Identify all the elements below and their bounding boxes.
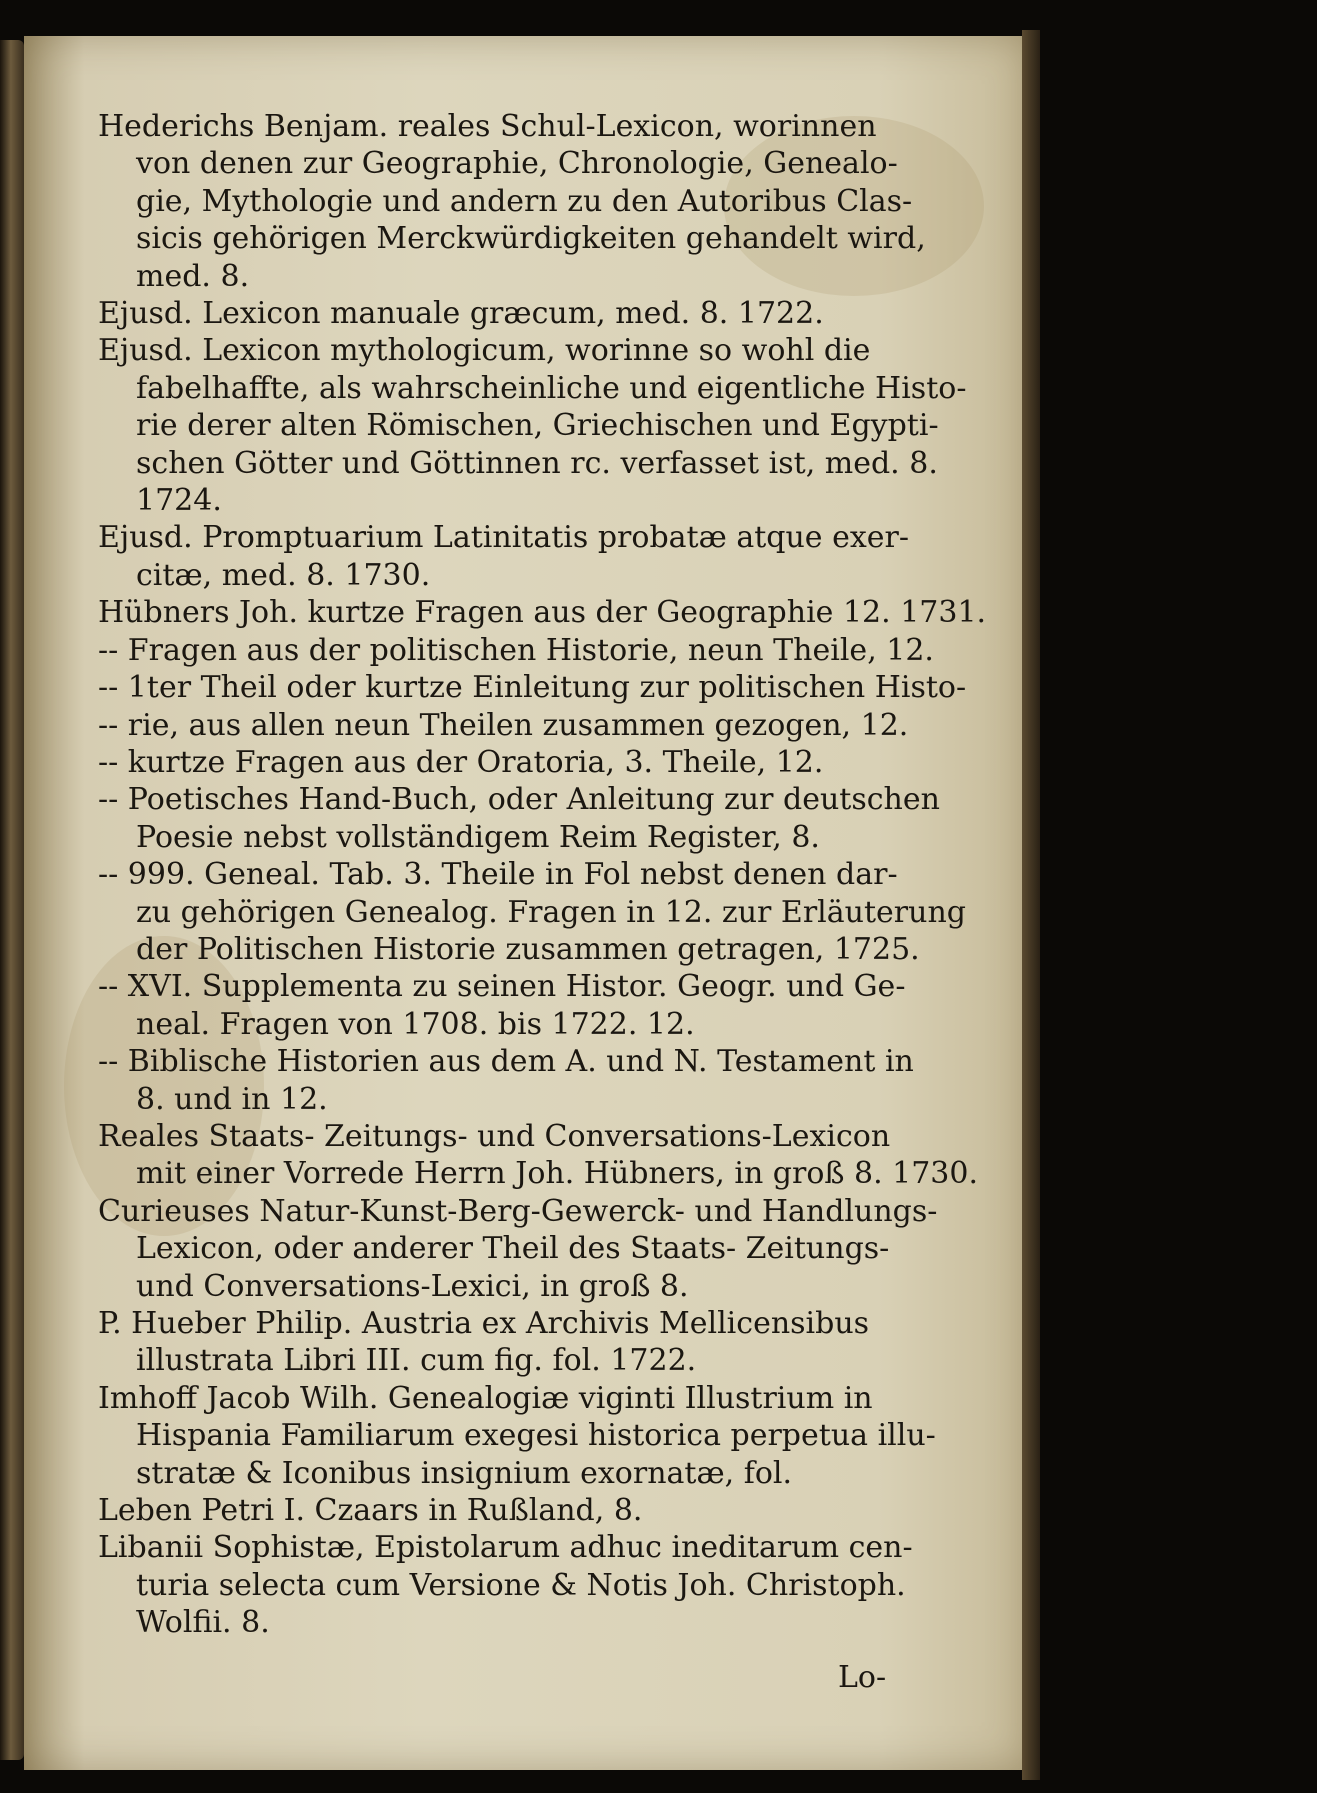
catalog-entry <box>98 1043 914 1118</box>
catalog-entry <box>98 707 908 744</box>
catalog-entry <box>98 1380 936 1492</box>
catalog-entry <box>98 744 908 781</box>
entry-line: illustrata Libri III. cum fig. fol. 1722. <box>136 1343 697 1379</box>
catalog-entry <box>98 968 908 1043</box>
entry-line: fabelhaffte, als wahrscheinliche und eigentliche Histo- <box>136 370 967 406</box>
entry-line: -- kurtze Fragen aus der Oratoria, 3. Theile, 12. <box>98 744 824 780</box>
entry-line: -- Fragen aus der politischen Historie, neun Theile, 12. <box>98 632 934 668</box>
entry-line: Ejusd. Lexicon manuale græcum, med. 8. 1722. <box>98 296 824 332</box>
entry-line: schen Götter und Göttinnen rc. verfasset ist, med. 8. <box>136 445 938 481</box>
catalog-entry <box>98 669 967 706</box>
catalog-entry <box>98 781 940 856</box>
entry-line: Poesie nebst vollständigem Reim Register, 8. <box>136 819 820 855</box>
entry-line: -- Poetisches Hand-Buch, oder Anleitung zur deutschen <box>98 782 940 818</box>
entry-line: med. 8. <box>136 258 250 294</box>
entry-line: Curieuses Natur-Kunst-Berg-Gewerck- und Handlungs- <box>98 1193 938 1229</box>
entry-line: neal. Fragen von 1708. bis 1722. 12. <box>136 1006 695 1042</box>
catalog-entry <box>98 856 966 968</box>
right-page-edge <box>1022 30 1040 1780</box>
catalog-entry <box>98 1193 938 1305</box>
entry-line: gie, Mythologie und andern zu den Autoribus Clas- <box>136 183 913 219</box>
entry-line: sicis gehörigen Merckwürdigkeiten gehandelt wird, <box>136 221 926 257</box>
entry-line: und Conversations-Lexici, in groß 8. <box>136 1268 689 1304</box>
entry-line: P. Hueber Philip. Austria ex Archivis Mellicensibus <box>98 1306 870 1341</box>
entry-line: Leben Petri I. Czaars in Rußland, 8. <box>98 1493 643 1529</box>
entry-line: Hederichs Benjam. reales Schul-Lexicon, worinnen <box>98 109 877 144</box>
entry-line: der Politischen Historie zusammen getragen, 1725. <box>136 931 920 967</box>
catalog-entry <box>98 632 934 669</box>
entry-line: Reales Staats- Zeitungs- und Conversations-Lexicon <box>98 1118 891 1154</box>
catalog-entry <box>98 108 926 295</box>
entry-line: rie derer alten Römischen, Griechischen und Egypti- <box>136 408 939 444</box>
entry-line: Ejusd. Lexicon mythologicum, worinne so wohl die <box>98 333 871 369</box>
entry-line: Hispania Familiarum exegesi historica perpetua illu- <box>136 1418 936 1454</box>
entry-line: zu gehörigen Genealog. Fragen in 12. zur Erläuterung <box>136 894 966 930</box>
entry-line: -- 1ter Theil oder kurtze Einleitung zur politischen Histo- <box>98 670 967 706</box>
entry-line: -- XVI. Supplementa zu seinen Histor. Geogr. und Ge- <box>98 969 906 1005</box>
catchword: Lo- <box>838 1660 887 1695</box>
catalog-entry <box>98 519 908 594</box>
catalog-entry <box>98 332 967 519</box>
entry-line: 1724. <box>136 483 222 519</box>
catalog-entry <box>98 295 908 332</box>
entry-line: citæ, med. 8. 1730. <box>136 557 431 593</box>
entry-line: Libanii Sophistæ, Epistolarum adhuc ineditarum cen- <box>98 1530 913 1566</box>
entry-line: von denen zur Geographie, Chronologie, Genealo- <box>136 146 898 182</box>
entry-line: 8. und in 12. <box>136 1081 328 1117</box>
catalog-entry <box>98 1118 979 1193</box>
entry-line: turia selecta cum Versione & Notis Joh. Christoph. <box>136 1567 906 1603</box>
entry-line: -- Biblische Historien aus dem A. und N. Testament in <box>98 1044 914 1080</box>
left-page-edge <box>0 40 24 1760</box>
entry-line: Imhoff Jacob Wilh. Genealogiæ viginti Illustrium in <box>98 1380 873 1416</box>
entry-line: Lexicon, oder anderer Theil des Staats- Zeitungs- <box>136 1231 890 1267</box>
catalog-entry <box>98 594 987 631</box>
entry-line: -- rie, aus allen neun Theilen zusammen gezogen, 12. <box>98 707 909 743</box>
entry-line: Wolfii. 8. <box>136 1605 270 1641</box>
entry-line: Ejusd. Promptuarium Latinitatis probatæ atque exer- <box>98 520 909 556</box>
entry-line: Hübners Joh. kurtze Fragen aus der Geographie 12. 1731. <box>98 595 987 631</box>
catalog-entry <box>98 1492 908 1529</box>
entry-line: -- 999. Geneal. Tab. 3. Theile in Fol nebst denen dar- <box>98 857 898 893</box>
entry-line: stratæ & Iconibus insignium exornatæ, fol. <box>136 1455 793 1491</box>
catalog-entry <box>98 1305 908 1380</box>
catalog-entry <box>98 1529 913 1641</box>
entry-line: mit einer Vorrede Herrn Joh. Hübners, in groß 8. 1730. <box>136 1156 979 1192</box>
catalog-text <box>98 108 987 1642</box>
